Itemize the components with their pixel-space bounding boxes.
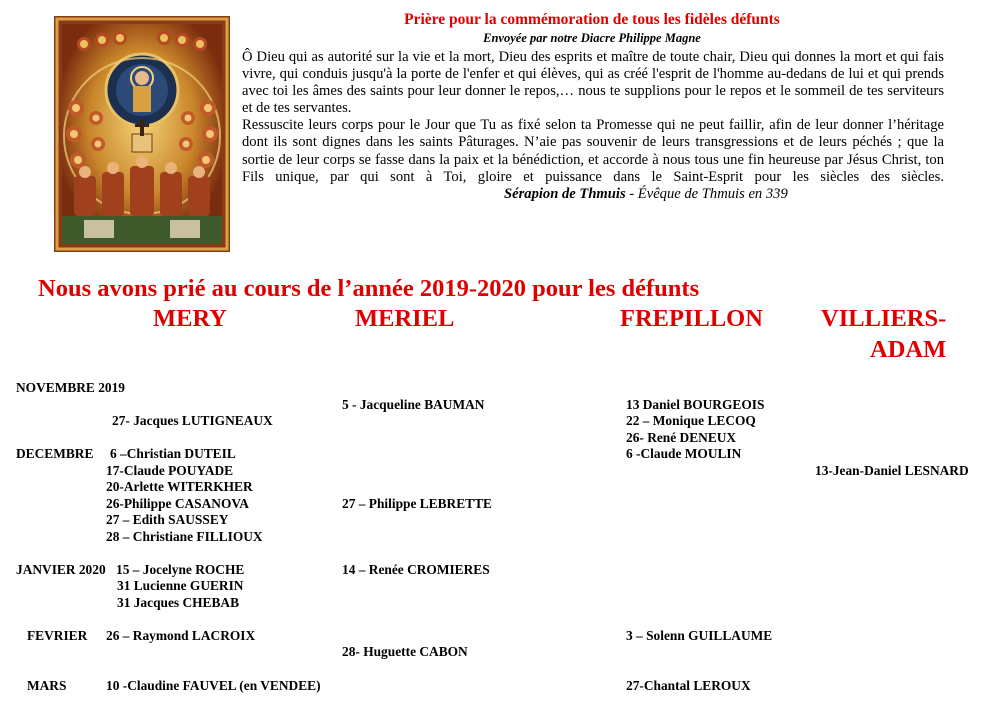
list-item: 27 – Edith SAUSSEY	[106, 512, 229, 527]
list-item: 27-Chantal LEROUX	[626, 678, 751, 693]
list-item: 27- Jacques LUTIGNEAUX	[112, 413, 273, 428]
list-item: 6 –Christian DUTEIL	[110, 446, 236, 461]
list-item: 28 – Christiane FILLIOUX	[106, 529, 263, 544]
prayer-title: Prière pour la commémoration de tous les fidèles défunts	[404, 11, 780, 28]
prayer-subtitle: Envoyée par notre Diacre Philippe Magne	[483, 31, 701, 45]
prayer-paragraph-1: Ô Dieu qui as autorité sur la vie et la mort, Dieu des esprits et maître de toute chair, Dieu qui donnes la mort et qui fais vivre, qui conduis jusqu'à la porte de l'enfer et qui élèves, qui as créé l'esprit de l'homme au-dedans de lui et qui prends avec toi les âmes des saints pour leur donner le repos,… nous te supplions pour le repos et le sommeil de tes serviteurs et de tes servantes.	[242, 49, 944, 117]
list-item: 26-Philippe CASANOVA	[106, 496, 249, 511]
column-header-villiers-line1: VILLIERS-	[821, 305, 947, 332]
column-header-meriel: MERIEL	[355, 305, 455, 332]
list-item: 13 Daniel BOURGEOIS	[626, 397, 765, 412]
list-item: 6 -Claude MOULIN	[626, 446, 742, 461]
list-item: 22 – Monique LECOQ	[626, 413, 756, 428]
list-item: 10 -Claudine FAUVEL (en VENDEE)	[106, 678, 321, 693]
prayer-paragraph-2	[242, 117, 944, 202]
list-item: 31 Jacques CHEBAB	[117, 595, 240, 610]
signature-name: Sérapion de Thmuis	[504, 185, 626, 202]
month-decembre: DECEMBRE	[16, 446, 94, 461]
signature-role: - Évêque de Thmuis en 339	[625, 185, 788, 202]
list-item: 26 – Raymond LACROIX	[106, 628, 256, 643]
section-heading: Nous avons prié au cours de l’année 2019-2020 pour les défunts	[38, 275, 700, 302]
list-item: 5 - Jacqueline BAUMAN	[342, 397, 485, 412]
list-item: 15 – Jocelyne ROCHE	[116, 562, 245, 577]
list-item: 26- René DENEUX	[626, 430, 737, 445]
prayer-body	[242, 49, 944, 203]
list-item: 28- Huguette CABON	[342, 644, 468, 659]
list-item: 27 – Philippe LEBRETTE	[342, 496, 492, 511]
column-header-mery: MERY	[153, 305, 227, 332]
list-item: 13-Jean-Daniel LESNARD	[815, 463, 969, 478]
prayer-paragraph-2-text: Ressuscite leurs corps pour le Jour que Tu as fixé selon ta Promesse qui ne peut faillir, afin de leur donner l’héritage dont ils sont dignes dans les saints Pâturages. N’aie pas souvenir de leurs transgressions et de leurs péchés ; que la sortie de leur corps se fasse dans la paix et la bénédiction, et accorde à nous tous une fin heureuse par Jésus Christ, ton Fils unique, par qui sont à Toi, gloire et puissance dans le Saint-Esprit pour les siècles des siècles.	[242, 117, 944, 185]
month-novembre: NOVEMBRE 2019	[16, 380, 125, 395]
list-item: 14 – Renée CROMIERES	[342, 562, 490, 577]
month-mars: MARS	[27, 678, 67, 693]
list-item: 17-Claude POUYADE	[106, 463, 234, 478]
list-item: 3 – Solenn GUILLAUME	[626, 628, 773, 643]
list-item: 31 Lucienne GUERIN	[117, 578, 244, 593]
column-header-villiers-line2: ADAM	[870, 336, 947, 363]
list-item: 20-Arlette WITERKHER	[106, 479, 253, 494]
column-header-frepillon: FREPILLON	[620, 305, 763, 332]
month-janvier: JANVIER 2020	[16, 562, 106, 577]
month-fevrier: FEVRIER	[27, 628, 88, 643]
all-saints-icon-image	[54, 16, 230, 252]
